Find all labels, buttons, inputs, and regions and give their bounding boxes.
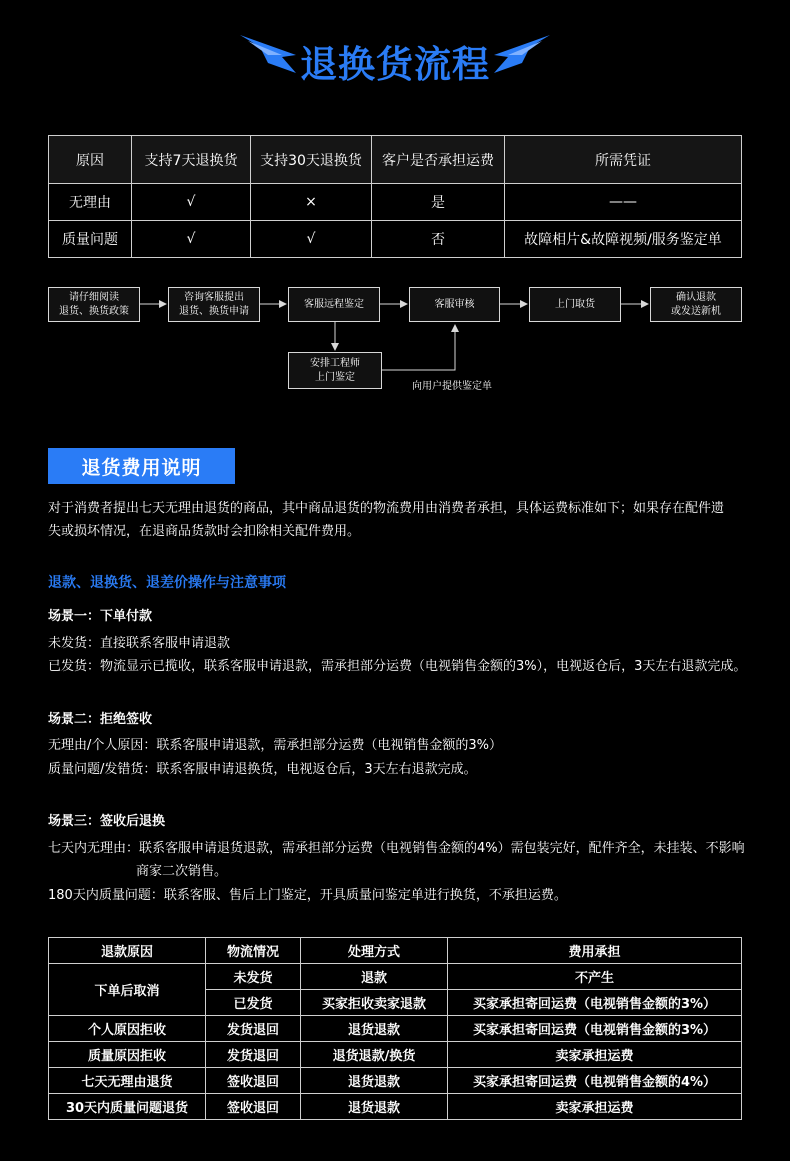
flow-step-text: 上门取货 bbox=[555, 298, 595, 310]
header-cell: 物流情况 bbox=[206, 938, 301, 964]
table-cell: 质量问题 bbox=[49, 221, 132, 258]
table-cell: 卖家承担运费 bbox=[448, 1094, 742, 1120]
refund-fee-table bbox=[48, 937, 742, 1120]
flow-step-review bbox=[409, 287, 500, 322]
table-cell: 买家承担寄回运费（电视销售金额的3%） bbox=[448, 1016, 742, 1042]
flow-step-consult bbox=[168, 287, 260, 322]
table-cell: 故障相片&故障视频/服务鉴定单 bbox=[505, 221, 742, 258]
table-cell: √ bbox=[132, 184, 251, 221]
table-cell: 买家拒收卖家退款 bbox=[301, 990, 448, 1016]
table-cell: 发货退回 bbox=[206, 1016, 301, 1042]
section-title: 退货费用说明 bbox=[48, 448, 235, 484]
table-cell: 退货退款/换货 bbox=[301, 1042, 448, 1068]
header-cell: 处理方式 bbox=[301, 938, 448, 964]
flow-step-read-policy bbox=[48, 287, 140, 322]
flow-step-text: 退货、换货申请 bbox=[179, 305, 249, 317]
flow-step-text: 退货、换货政策 bbox=[59, 305, 129, 317]
fee-description bbox=[48, 497, 748, 543]
header-cell: 原因 bbox=[49, 136, 132, 184]
table-cell: 买家承担寄回运费（电视销售金额的4%） bbox=[448, 1068, 742, 1094]
table-cell: 退款 bbox=[301, 964, 448, 990]
table-cell: 七天无理由退货 bbox=[49, 1068, 206, 1094]
flow-step-text: 请仔细阅读 bbox=[69, 291, 119, 303]
flow-step-text: 咨询客服提出 bbox=[184, 291, 244, 303]
table-cell: 无理由 bbox=[49, 184, 132, 221]
fee-text-line: 对于消费者提出七天无理由退货的商品，其中商品退货的物流费用由消费者承担，具体运费标准如下；如果存在配件遗 bbox=[48, 501, 725, 516]
flow-step-text: 客服审核 bbox=[434, 298, 475, 310]
flow-connectors bbox=[0, 0, 790, 420]
table-cell: √ bbox=[251, 221, 372, 258]
scene1-line: 未发货：直接联系客服申请退款 bbox=[48, 636, 231, 651]
table-row bbox=[49, 1016, 742, 1042]
header-cell: 退款原因 bbox=[49, 938, 206, 964]
table-cell: 卖家承担运费 bbox=[448, 1042, 742, 1068]
scene2-line: 无理由/个人原因：联系客服申请退款，需承担部分运费（电视销售金额的3%） bbox=[48, 738, 503, 753]
table-header-row bbox=[49, 938, 742, 964]
table-cell: 是 bbox=[372, 184, 505, 221]
table-cell: 已发货 bbox=[206, 990, 301, 1016]
table-cell: 个人原因拒收 bbox=[49, 1016, 206, 1042]
table-cell: 发货退回 bbox=[206, 1042, 301, 1068]
table-cell: 退货退款 bbox=[301, 1094, 448, 1120]
flow-step-text: 确认退款 bbox=[676, 291, 716, 303]
ops-title: 退款、退换货、退差价操作与注意事项 bbox=[48, 575, 286, 591]
scene1-line: 已发货：物流显示已揽收，联系客服申请退款，需承担部分运费（电视销售金额的3%），电视返仓后，3天左右退款完成。 bbox=[48, 659, 747, 674]
table-cell: × bbox=[251, 184, 372, 221]
header-cell: 支持30天退换货 bbox=[251, 136, 372, 184]
header-cell: 费用承担 bbox=[448, 938, 742, 964]
flow-step-text: 客服远程鉴定 bbox=[304, 298, 364, 310]
scene3-title: 场景三：签收后退换 bbox=[48, 814, 166, 829]
table-cell: √ bbox=[132, 221, 251, 258]
table-cell: 退货退款 bbox=[301, 1068, 448, 1094]
scene2-title: 场景二：拒绝签收 bbox=[48, 712, 153, 727]
flow-step-remote-check bbox=[288, 287, 380, 322]
table-cell: 退货退款 bbox=[301, 1016, 448, 1042]
table-cell: 签收退回 bbox=[206, 1068, 301, 1094]
table-row bbox=[49, 964, 742, 990]
header-cell: 支持7天退换货 bbox=[132, 136, 251, 184]
scene1-title: 场景一：下单付款 bbox=[48, 609, 153, 624]
flow-step-text: 上门鉴定 bbox=[315, 371, 355, 383]
table-row bbox=[49, 1094, 742, 1120]
scene2-line: 质量问题/发错货：联系客服申请退换货，电视返仓后，3天左右退款完成。 bbox=[48, 762, 477, 777]
flow-branch-note: 向用户提供鉴定单 bbox=[412, 381, 492, 392]
table-row bbox=[49, 1042, 742, 1068]
table-cell: 签收退回 bbox=[206, 1094, 301, 1120]
header-cell: 所需凭证 bbox=[505, 136, 742, 184]
table-cell: 买家承担寄回运费（电视销售金额的3%） bbox=[448, 990, 742, 1016]
flow-step-confirm bbox=[650, 287, 742, 322]
table-cell: 30天内质量问题退货 bbox=[49, 1094, 206, 1120]
scene3-line: 七天内无理由：联系客服申请退货退款，需承担部分运费（电视销售金额的4%）需包装完好，配件齐全，未挂装、不影响 bbox=[48, 841, 745, 856]
table-cell: 质量原因拒收 bbox=[49, 1042, 206, 1068]
header-cell: 客户是否承担运费 bbox=[372, 136, 505, 184]
scene3-line: 商家二次销售。 bbox=[136, 864, 228, 879]
page-title: 退换货流程 bbox=[300, 43, 490, 86]
table-cell: —— bbox=[505, 184, 742, 221]
flow-step-text: 或发送新机 bbox=[671, 305, 721, 317]
flow-step-text: 安排工程师 bbox=[310, 357, 360, 369]
fee-text-line: 失或损坏情况，在退商品货款时会扣除相关配件费用。 bbox=[48, 524, 361, 539]
table-cell: 否 bbox=[372, 221, 505, 258]
table-cell: 未发货 bbox=[206, 964, 301, 990]
flow-step-engineer bbox=[288, 352, 382, 389]
flow-step-pickup bbox=[529, 287, 621, 322]
table-cell: 下单后取消 bbox=[49, 964, 206, 1016]
scene3-line: 180天内质量问题：联系客服、售后上门鉴定，开具质量问鉴定单进行换货，不承担运费。 bbox=[48, 888, 567, 903]
table-row bbox=[49, 1068, 742, 1094]
table-cell: 不产生 bbox=[448, 964, 742, 990]
